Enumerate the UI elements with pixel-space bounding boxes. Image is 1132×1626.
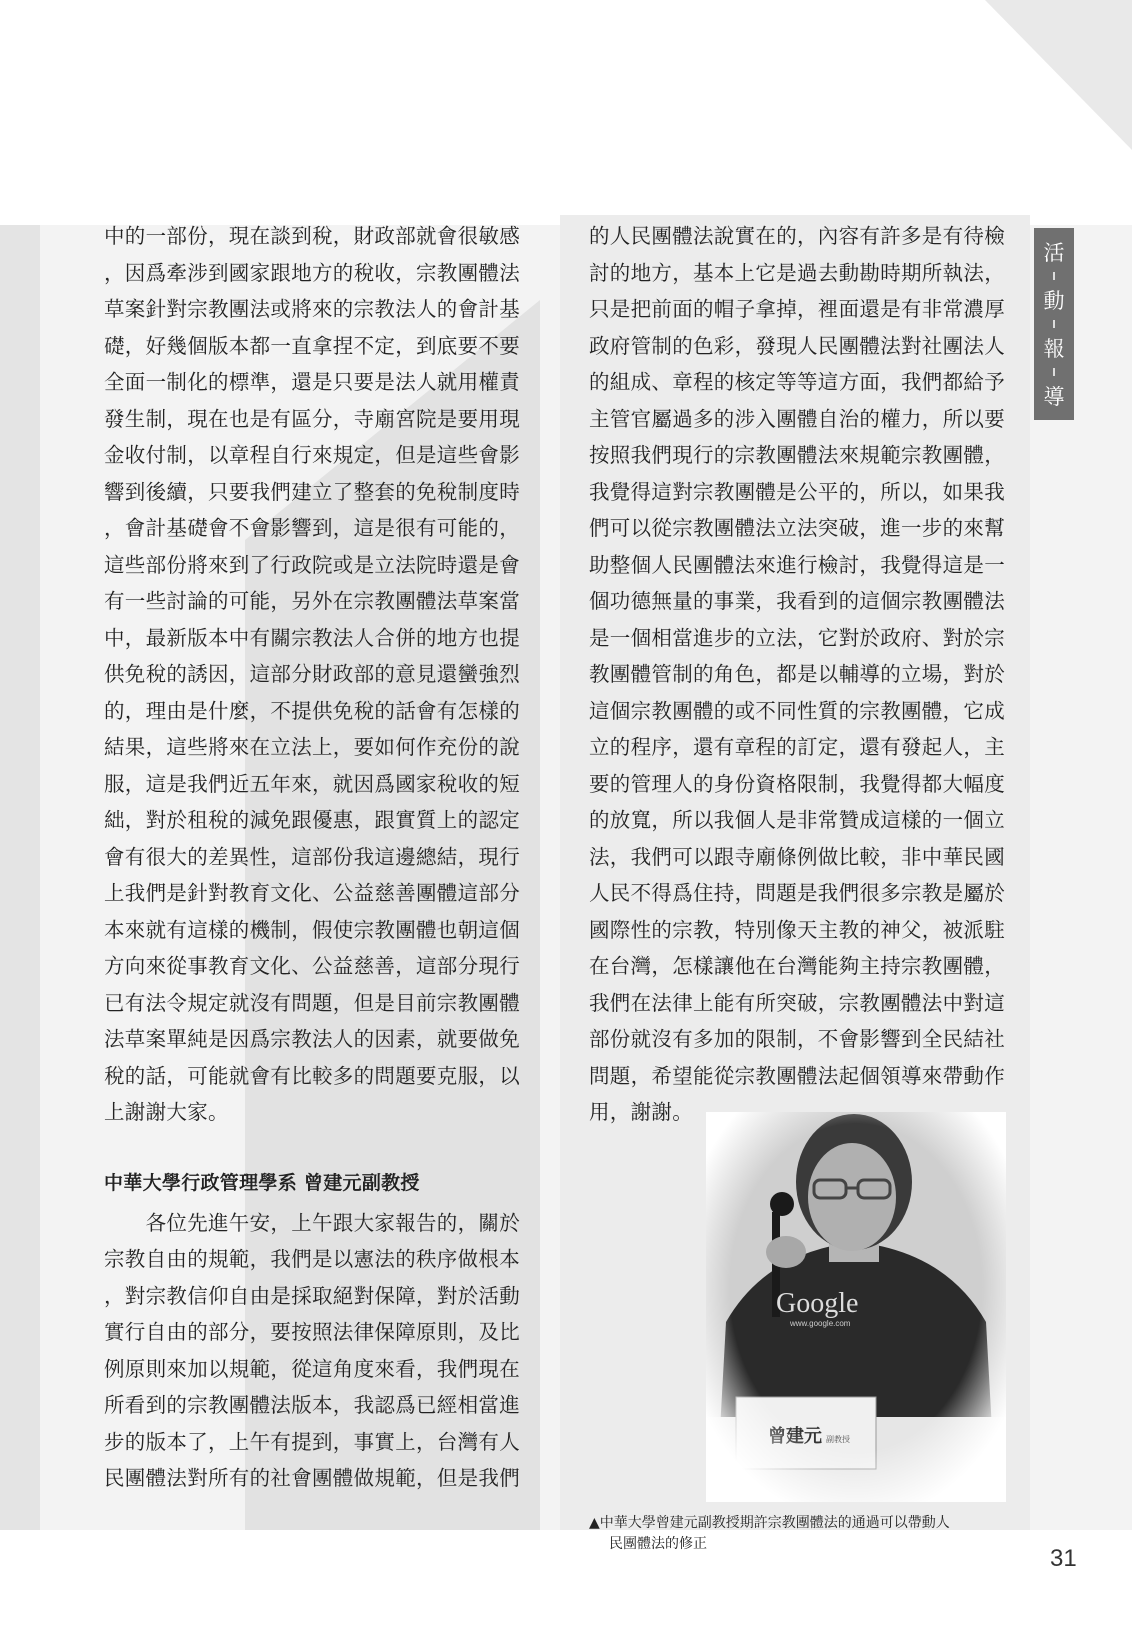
tab-separator	[1053, 320, 1055, 328]
tab-separator	[1053, 272, 1055, 280]
caption-line-2: 民團體法的修正	[609, 1536, 707, 1552]
tab-char: 導	[1043, 385, 1065, 410]
speaker-photo	[706, 1112, 1006, 1502]
right-paragraph: 的人民團體法說實在的，內容有許多是有待檢 討的地方，基本上它是過去動勘時期所執法， 只是把前面的帽子拿掉，裡面還是有非常濃厚 政府管制的色彩，發現人民團體法對社團法人 的組成、章程的核定等等這方面，我們都給予 主管官屬過多的涉入團體自治的權力，所以要 按照我們現行的宗教團體法來規範宗教團體， 我覺得這對宗教團體是公平的，所以，如果我 們可以從宗教團體法立法突破，進一步的來幫 助整個人民團體法來進行檢討，我覺得這是一 個功德無量的事業，我看到的這個宗教團體法 是一個相當進步的立法，它對於政府、對於宗 教團體管制的角色，都是以輔導的立場，對於 這個宗教團體的或不同性質的宗教團體，它成 立的程序，還有章程的訂定，還有發起人，主 要的管理人的身份資格限制，我覺得都大幅度 的放寬，所以我個人是非常贊成這樣的一個立 法，我們可以跟寺廟條例做比較，非中華民國 人民不得爲住持，問題是我們很多宗教是屬於 國際性的宗教，特別像天主教的神父，被派駐 在台灣，怎樣讓他在台灣能夠主持宗教團體， 我們在法律上能有所突破，宗教團體法中對這 部份就沒有多加的限制，不會影響到全民結社 問題，希望能從宗教團體法起個領導來帶動作 用，謝謝。	[589, 224, 1005, 1124]
speech-paragraph: 各位先進午安，上午跟大家報告的，關於 宗教自由的規範，我們是以憲法的秩序做根本 ，對宗教信仰自由是採取絕對保障，對於活動 實行自由的部分，要按照法律保障原則，及比 例原則來加以規範，從這角度來看，我們現在 所看到的宗教團體法版本，我認爲已經相當進 步的版本了，上午有提到，事實上，台灣有人 民團體法對所有的社會團體做規範，但是我們	[104, 1210, 520, 1490]
caption-line-1: 中華大學曾建元副教授期許宗教團體法的通過可以帶動人	[599, 1515, 950, 1531]
page-number: 31	[1050, 1545, 1077, 1572]
tab-char: 動	[1043, 288, 1065, 313]
photo-caption	[589, 1513, 1019, 1555]
left-column	[104, 218, 529, 1497]
right-column	[589, 218, 1014, 1131]
section-tab	[1034, 228, 1074, 420]
caption-marker-icon: ▲	[589, 1515, 600, 1531]
speaker-heading: 中華大學行政管理學系 曾建元副教授	[104, 1171, 420, 1194]
tab-char: 活	[1043, 240, 1065, 265]
tab-char: 報	[1043, 337, 1065, 362]
left-paragraph: 中的一部份，現在談到稅，財政部就會很敏感 ，因爲牽涉到國家跟地方的稅收，宗教團體法 草案針對宗教團法或將來的宗教法人的會計基 礎，好幾個版本都一直拿捏不定，到底要不要 全面一制化的標準，還是只要是法人就用權責 發生制，現在也是有區分，寺廟宮院是要用現 金收付制，以章程自行來規定，但是這些會影 響到後續，只要我們建立了整套的免稅制度時 ，會計基礎會不會影響到，這是很有可能的， 這些部份將來到了行政院或是立法院時還是會 有一些討論的可能，另外在宗教團體法草案當 中，最新版本中有關宗教法人合併的地方也提 供免稅的誘因，這部分財政部的意見還蠻強烈 的，理由是什麼，不提供免稅的話會有怎樣的 結果，這些將來在立法上，要如何作充份的說 服，這是我們近五年來，就因爲國家稅收的短 絀，對於租稅的減免跟優惠，跟實質上的認定 會有很大的差異性，這部份我這邊總結，現行 上我們是針對教育文化、公益慈善團體這部分 本來就有這樣的機制，假使宗教團體也朝這個 方向來從事教育文化、公益慈善，這部分現行 已有法令規定就沒有問題，但是目前宗教團體 法草案單純是因爲宗教法人的因素，就要做免 稅的話，可能就會有比較多的問題要克服，以 上謝謝大家。	[104, 224, 520, 1124]
tab-separator	[1053, 368, 1055, 376]
